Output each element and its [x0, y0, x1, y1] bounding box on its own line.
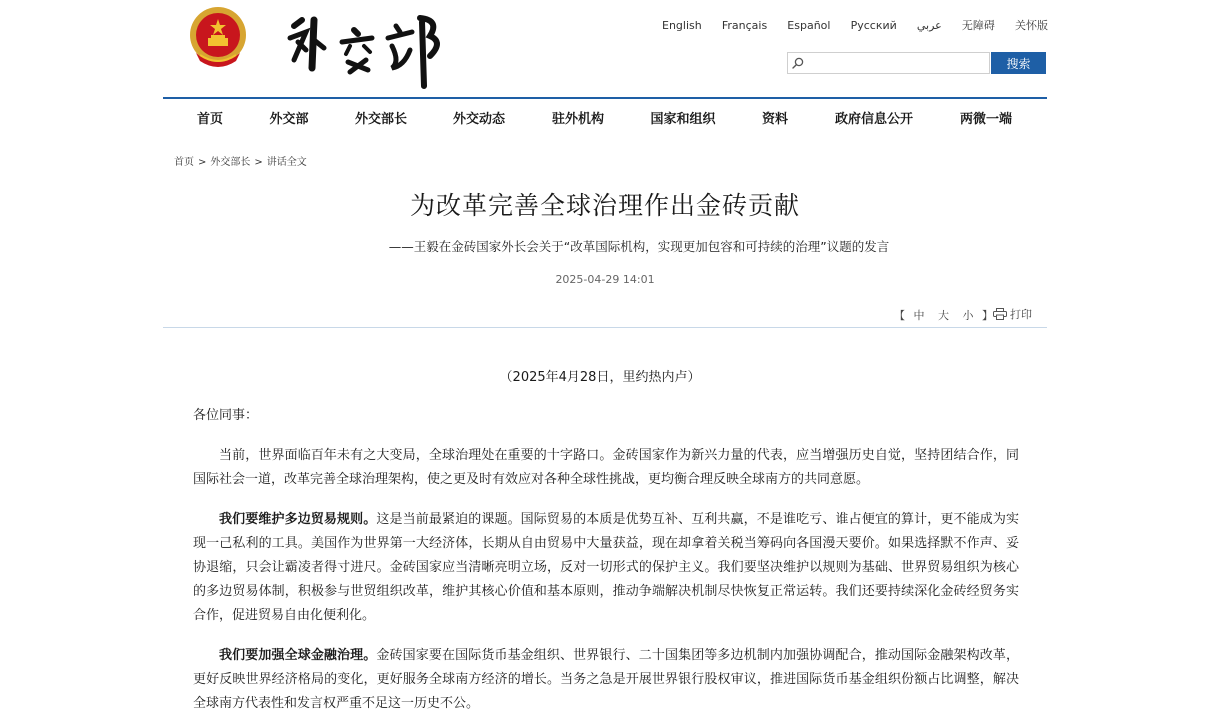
breadcrumb-home[interactable]: 首页: [174, 157, 194, 168]
lang-accessibility[interactable]: 无障碍: [961, 19, 995, 32]
article-place-date: （2025年4月28日，里约热内卢）: [499, 370, 701, 385]
paragraph-text: 金砖国家要在国际货币基金组织、世界银行、二十国集团等多边机制内加强协调配合，推动国际金融架构改革，更好反映世界经济格局的变化，更好服务全球南方经济的增长。当务之急是开展世界银行股权审议，推进国际货币基金组织份额占比调整，解决全球南方代表性和发言权严重不足这一历史不公。: [193, 648, 1019, 711]
nav-countries[interactable]: 国家和组织: [650, 112, 716, 127]
lang-spanish[interactable]: Español: [787, 18, 831, 32]
article-paragraph: [193, 444, 1019, 492]
article-title: 为改革完善全球治理作出金砖贡献: [409, 191, 800, 220]
print-label: 打印: [1010, 308, 1032, 321]
font-size-close-bracket: 】: [982, 309, 993, 322]
printer-icon: [993, 308, 1007, 320]
site-logo-calligraphy[interactable]: [280, 6, 450, 90]
print-button[interactable]: [993, 306, 1032, 322]
lang-english[interactable]: English: [662, 18, 702, 32]
font-size-large[interactable]: 大: [938, 309, 949, 322]
breadcrumb-separator: >: [254, 157, 263, 168]
paragraph-lead: 我们要维护多边贸易规则。: [219, 512, 377, 527]
search-input[interactable]: [808, 54, 990, 74]
national-emblem-icon[interactable]: [186, 5, 250, 69]
article-date: 2025-04-29 14:01: [555, 273, 655, 286]
nav-minister[interactable]: 外交部长: [354, 112, 408, 127]
nav-top-border: [163, 97, 1047, 99]
article-greeting: 各位同事：: [193, 408, 259, 423]
search-icon: [792, 57, 804, 69]
breadcrumb-speeches[interactable]: 讲话全文: [266, 157, 307, 168]
nav-missions[interactable]: 驻外机构: [551, 112, 605, 127]
article-paragraph: [193, 508, 1019, 628]
paragraph-text: 这是当前最紧迫的课题。国际贸易的本质是优势互补、互利共赢，不是谁吃亏、谁占便宜的算计，更不能成为实现一己私利的工具。美国作为世界第一大经济体，长期从自由贸易中大量获益，现在却拿着关税当筹码向各国漫天要价。如果选择默不作声、妥协退缩，只会让霸凌者得寸进尺。金砖国家应当清晰亮明立场，反对一切形式的保护主义。我们要坚决维护以规则为基础、世界贸易组织为核心的多边贸易体制，积极参与世贸组织改革，维护其核心价值和基本原则，推动争端解决机制尽快恢复正常运转。我们还要持续深化金砖经贸务实合作，促进贸易自由化便利化。: [193, 512, 1019, 623]
search-box: [787, 52, 990, 74]
search-button[interactable]: 搜索: [991, 52, 1046, 74]
nav-activities[interactable]: 外交动态: [452, 112, 506, 127]
nav-ministry[interactable]: 外交部: [269, 112, 309, 127]
paragraph-text: 当前，世界面临百年未有之大变局，全球治理处在重要的十字路口。金砖国家作为新兴力量的代表，应当增强历史自觉，坚持团结合作，同国际社会一道，改革完善全球治理架构，使之更及时有效应对各种全球性挑战，更均衡合理反映全球南方的共同意愿。: [193, 448, 1019, 487]
main-nav: [163, 100, 1047, 132]
nav-gov-info[interactable]: 政府信息公开: [834, 112, 914, 127]
breadcrumb-separator: >: [198, 157, 207, 168]
lang-russian[interactable]: Русский: [850, 18, 897, 32]
lang-arabic[interactable]: عربي: [916, 18, 942, 32]
lang-elderly-care[interactable]: 关怀版: [1014, 19, 1048, 32]
article-body: [193, 366, 1019, 716]
font-size-small[interactable]: 小: [962, 309, 974, 322]
breadcrumb-minister[interactable]: 外交部长: [210, 157, 251, 168]
breadcrumb: [174, 153, 307, 168]
font-size-medium[interactable]: 中: [913, 309, 925, 322]
title-divider: [163, 327, 1047, 328]
article-paragraph: [193, 644, 1019, 716]
language-links: [662, 17, 1048, 33]
nav-home[interactable]: 首页: [196, 112, 224, 127]
font-size-controls: [894, 307, 993, 323]
lang-french[interactable]: Français: [721, 18, 768, 32]
nav-resources[interactable]: 资料: [761, 112, 789, 127]
nav-social[interactable]: 两微一端: [959, 112, 1013, 127]
font-size-open-bracket: 【: [894, 309, 905, 322]
article-subtitle: ——王毅在金砖国家外长会关于“改革国际机构，实现更加包容和可持续的治理”议题的发言: [388, 239, 890, 254]
paragraph-lead: 我们要加强全球金融治理。: [219, 648, 377, 663]
